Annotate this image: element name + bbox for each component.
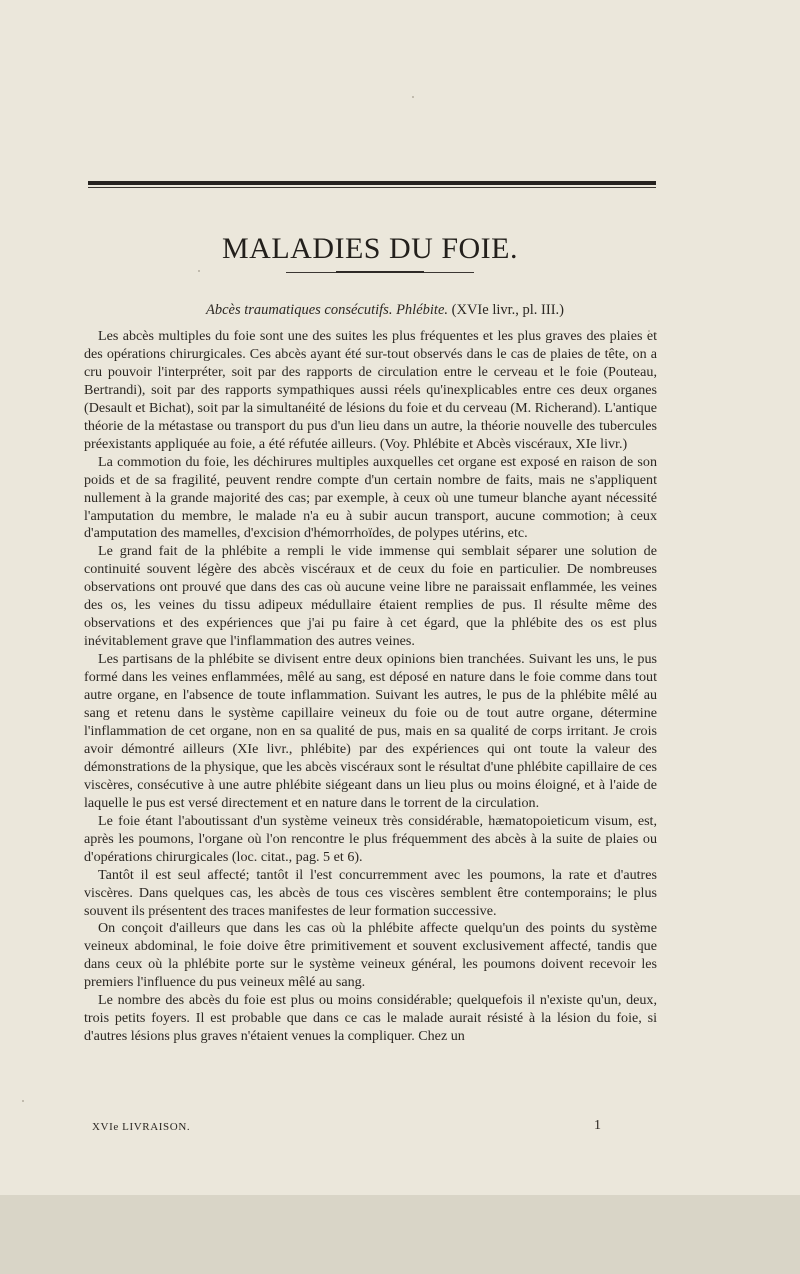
paragraph: Les partisans de la phlébite se divisent entre deux opinions bien tranchées. Suivant les uns, le pus formé dans les veines enflammées, mêlé au sang, est déposé en nature dans le foie comme dans tout autre organe, en l'absence de toute inflammation. Suivant les autres, le pus de la phlébite mêlé au sang et retenu dans le système capillaire veineux du foie ou de tout autre organe, détermine l'inflammation de cet organe, non en sa qualité de pus, mais en sa qualité de corps irritant. Je crois avoir démontré ailleurs (XIe livr., phlébite) par des expériences qui ont toute la valeur des démonstrations de la physique, que les abcès viscéraux sont le résultat d'une phlébite capillaire de ces viscères, consécutive à une autre phlébite siégeant dans un lieu plus ou moins éloigné, et à l'aide de laquelle le pus est versé directement et en nature dans le torrent de la circulation. [84,651,657,811]
page-number: 1 [594,1118,601,1133]
section-subtitle [0,302,770,319]
title-divider-center [336,271,424,273]
page-bottom-edge [0,1195,800,1274]
paragraph: Le nombre des abcès du foie est plus ou moins considérable; quelquefois il n'existe qu'un, deux, trois petits foyers. Il est probable que dans ce cas le malade aurait résisté à la lésion du foie, si d'autres lésions plus graves n'étaient venues la compliquer. Chez un [84,992,657,1045]
paper-speck [412,96,414,98]
paragraph: Le foie étant l'aboutissant d'un système veineux très considérable, hæmatopoieticum visum, est, après les poumons, l'organe où l'on rencontre le plus fréquemment des abcès à la suite de plaies ou d'opérations chirurgicales (loc. citat., pag. 5 et 6). [84,812,657,865]
subtitle-italic: Abcès traumatiques consécutifs. Phlébite. [206,302,449,318]
paragraph: Les abcès multiples du foie sont une des suites les plus fréquentes et les plus graves des plaies et des opérations chirurgicales. Ces abcès ayant été sur-tout observés dans le cas de plaies de tête, on a cru pouvoir l'interpréter, soit par des rapports de circulation entre le cerveau et le foie (Pouteau, Bertrandi), soit par des rapports sympathiques aussi réels qu'inexplicables entre ces deux organes (Desault et Bichat), soit par la simultanéité de lésions du foie et du cerveau (M. Richerand). L'antique théorie de la métastase ou transport du pus d'un lieu dans un autre, la théorie nouvelle des tubercules préexistants appliquée au foie, a été réfutée ailleurs. (Voy. Phlébite et Abcès viscéraux, XIe livr.) [84,328,657,452]
paragraph: On conçoit d'ailleurs que dans les cas où la phlébite affecte quelqu'un des points du système veineux abdominal, le foie doive être primitivement et souvent exclusivement affecté, tandis que dans ceux où la phlébite porte sur le système veineux général, les poumons doivent recevoir les premiers l'influence du pus veineux mêlé au sang. [84,920,657,991]
paper-speck [198,270,200,272]
printer-signature: XVIe LIVRAISON. [92,1121,191,1133]
paragraph: Le grand fait de la phlébite a rempli le vide immense qui semblait séparer une solution de continuité souvent légère des abcès viscéraux et de ceux du foie en particulier. De nombreuses observations ont prouvé que dans des cas où aucune veine libre ne paraissait enflammée, les veines des os, les veines du tissu adipeux médullaire étaient remplies de pus. Il résulte même des observations et des expériences que j'ai pu faire à cet égard, que la phlébite des os est plus inévitablement grave que l'inflammation des autres veines. [84,543,657,650]
paragraph: La commotion du foie, les déchirures multiples auxquelles cet organe est exposé en raison de son poids et de sa fragilité, peuvent rendre compte d'un certain nombre de faits, mais ne s'appliquent nullement à la grande majorité des cas; par exemple, à ceux où une tumeur blanche ayant nécessité l'amputation du membre, le malade n'a eu à subir aucun transport, aucune commotion; à ceux d'amputation des mamelles, d'excision d'hémorrhoïdes, de polypes utérins, etc. [84,453,657,542]
subtitle-reference: (XVIe livr., pl. III.) [448,302,564,318]
page-title: MALADIES DU FOIE. [222,232,518,266]
header-rule-thin [88,187,656,188]
paper-speck [22,1100,24,1102]
body-text [84,328,657,1046]
paragraph: Tantôt il est seul affecté; tantôt il l'est concurremment avec les poumons, la rate et d'autres viscères. Dans quelques cas, les abcès de tous ces viscères semblent être contemporains; le plus souvent ils présentent des traces manifestes de leur formation successive. [84,866,657,919]
header-rule-thick [88,181,656,185]
